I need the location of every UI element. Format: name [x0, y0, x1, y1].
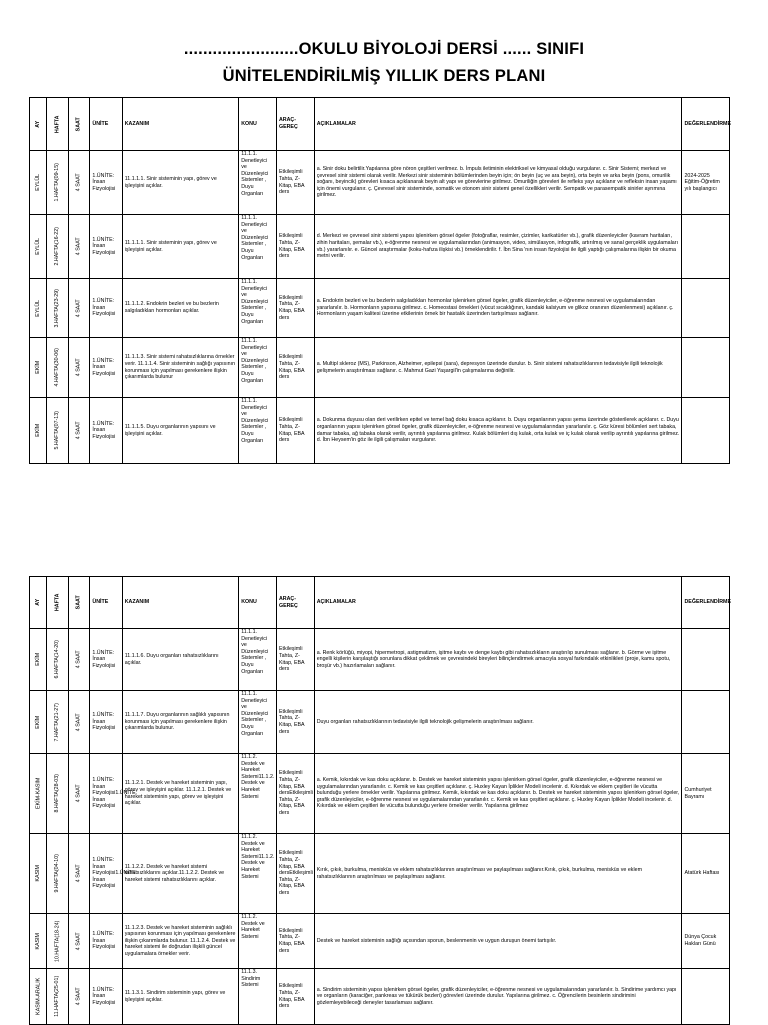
- evaluation-cell: [682, 215, 730, 279]
- week-cell: 5.HAFTA(07-13): [47, 398, 69, 464]
- month-cell: EYLÜL: [30, 151, 47, 215]
- header-unite: ÜNİTE: [90, 577, 122, 629]
- table-row: [30, 629, 730, 691]
- evaluation-cell: [682, 338, 730, 398]
- outcome-cell: 11.1.2.3. Destek ve hareket sisteminin sağlıklı yapısının korunması için yapılması gerekenlere ilişkin çıkarımlarda bulunur. 11.1.2.4. Destek ve hareket sistemi ile doğrudan ilişkili güncel uygulamalara örnekler verir.: [122, 914, 238, 969]
- tools-cell: Etkileşimli Tahta, Z-Kitap, EBA ders: [276, 629, 314, 691]
- evaluation-cell: [682, 279, 730, 338]
- description-cell: a. Multipl skleroz (MS), Parkinson, Alzheimer, epilepsi (sara), depresyon üzerinde durulur. b. Sinir sistemi rahatsızlıklarının tedavisiyle ilgili teknolojik gelişmelerin araştırılması sağlanır. c. Mahmut Gazi Yaşargil'in çalışmalarına değinilir.: [314, 338, 682, 398]
- evaluation-cell: Cumhuriyet Bayramı: [682, 754, 730, 834]
- tools-cell: Etkileşimli Tahta, Z-Kitap, EBA dersEtkileşimli Tahta, Z-Kitap, EBA ders: [276, 834, 314, 914]
- hours-cell: 4 SAAT: [68, 151, 90, 215]
- plan-table-page-2: [29, 576, 730, 1025]
- hours-cell: 4 SAAT: [68, 629, 90, 691]
- header-kazanim: KAZANIM: [122, 577, 238, 629]
- unit-cell: 1.ÜNİTE: İnsan Fizyolojisi1.ÜNİTE: İnsan Fizyolojisi: [90, 754, 122, 834]
- table-row: [30, 151, 730, 215]
- tools-cell: Etkileşimli Tahta, Z-Kitap, EBA ders: [276, 151, 314, 215]
- unit-cell: 1.ÜNİTE: İnsan Fizyolojisi: [90, 691, 122, 754]
- week-cell: 7.HAFTA(21-27): [47, 691, 69, 754]
- topic-cell: 11.1.1. Denetleyici ve Düzenleyici Sistemler , Duyu Organları: [239, 338, 277, 398]
- unit-cell: 1.ÜNİTE: İnsan Fizyolojisi: [90, 969, 122, 1025]
- unit-cell: 1.ÜNİTE: İnsan Fizyolojisi: [90, 338, 122, 398]
- outcome-cell: 11.1.1.3. Sinir sistemi rahatsızlıklarına örnekler verir. 11.1.1.4. Sinir sisteminin sağlığı yapısının korunması için yapılması gerekenlere ilişkin çıkarımlarda bulunur: [122, 338, 238, 398]
- hours-cell: 4 SAAT: [68, 754, 90, 834]
- evaluation-cell: [682, 629, 730, 691]
- description-cell: Destek ve hareket sisteminin sağlığı açısından sporun, beslenmenin ve uygun duruşun önemi tartışılır.: [314, 914, 682, 969]
- tools-cell: Etkileşimli Tahta, Z-Kitap, EBA ders: [276, 279, 314, 338]
- hours-cell: 4 SAAT: [68, 215, 90, 279]
- outcome-cell: 11.1.1.7. Duyu organlarının sağlıklı yapısının korunması için yapılması gerekenlere ilişkin çıkarımlarda bulunur.: [122, 691, 238, 754]
- header-arac-gerec: ARAÇ-GEREÇ: [276, 98, 314, 151]
- outcome-cell: 11.1.1.2. Endokrin bezleri ve bu bezlerin salgıladıkları hormonları açıklar.: [122, 279, 238, 338]
- table-row: [30, 834, 730, 914]
- month-cell: KASIM: [30, 834, 47, 914]
- topic-cell: 11.1.1. Denetleyici ve Düzenleyici Sistemler , Duyu Organları: [239, 398, 277, 464]
- month-cell: EKİM: [30, 629, 47, 691]
- header-aciklamalar: AÇIKLAMALAR: [314, 98, 682, 151]
- hours-cell: 4 SAAT: [68, 969, 90, 1025]
- month-cell: EKİM: [30, 398, 47, 464]
- header-unite: ÜNİTE: [90, 98, 122, 151]
- tools-cell: Etkileşimli Tahta, Z-Kitap, EBA ders: [276, 398, 314, 464]
- plan-table-page-1: [29, 97, 730, 464]
- hours-cell: 4 SAAT: [68, 398, 90, 464]
- week-cell: 10.HAFTA(18-24): [47, 914, 69, 969]
- evaluation-cell: [682, 691, 730, 754]
- month-cell: EYLÜL: [30, 215, 47, 279]
- week-cell: 2.HAFTA(16-22): [47, 215, 69, 279]
- header-hafta: HAFTA: [47, 577, 69, 629]
- outcome-cell: 11.1.1.5. Duyu organlarının yapısını ve işleyişini açıklar.: [122, 398, 238, 464]
- header-saat: SAAT: [68, 577, 90, 629]
- topic-cell: 11.1.1. Denetleyici ve Düzenleyici Sistemler , Duyu Organları: [239, 279, 277, 338]
- header-konu: KONU: [239, 98, 277, 151]
- outcome-cell: 11.1.2.1. Destek ve hareket sisteminin yapı, görev ve işleyişini açıklar. 11.1.2.1. Destek ve hareket sisteminin yapı, görev ve işleyişini açıklar.: [122, 754, 238, 834]
- hours-cell: 4 SAAT: [68, 338, 90, 398]
- month-cell: EKİM: [30, 691, 47, 754]
- evaluation-cell: [682, 398, 730, 464]
- month-cell: EYLÜL: [30, 279, 47, 338]
- description-cell: a. Endokrin bezleri ve bu bezlerin salgıladıkları hormonlar işlenirken görsel ögeler, grafik düzenleyiciler, e-öğrenme nesnesi ve uygulamalarından yararlanılır. b. Hormonların yapısına girilmez. c. Homeostasi örnekleri (vücut sıcaklığının, kandaki kalsiyum ve glikoz oranının düzenlenmesi) açıklanır. ç. Hormonların yaşam kalitesi üzerine etkilerinin örnek bir hastalık üzerinden tartışılması sağlanır.: [314, 279, 682, 338]
- header-saat: SAAT: [68, 98, 90, 151]
- table-row: [30, 969, 730, 1025]
- week-cell: 4.HAFTA(30-06): [47, 338, 69, 398]
- outcome-cell: 11.1.3.1. Sindirim sisteminin yapı, görev ve işleyişini açıklar.: [122, 969, 238, 1025]
- topic-cell: 11.1.2. Destek ve Hareket Sistemi11.1.2. Destek ve Hareket Sistemi: [239, 834, 277, 914]
- unit-cell: 1.ÜNİTE: İnsan Fizyolojisi: [90, 629, 122, 691]
- description-cell: a. Sindirim sisteminin yapısı işlenirken görsel ögeler, grafik düzenleyiciler, e-öğrenme nesnesi ve uygulamalarından yararlanılır. b. Sindirime yardımcı yapı ve organların (karaciğer, pankreas ve tükürük bezleri) görevleri üzerinde durulur. Yapılarına girilmez. c. Öğrencilerin besinlerin sindirimini gözlemleyebileceği deneyler tasarlaması sağlanır.: [314, 969, 682, 1025]
- unit-cell: 1.ÜNİTE: İnsan Fizyolojisi: [90, 151, 122, 215]
- unit-cell: 1.ÜNİTE: İnsan Fizyolojisi: [90, 215, 122, 279]
- table-row: [30, 691, 730, 754]
- week-cell: 6.HAFTA(14-20): [47, 629, 69, 691]
- header-ay: AY: [30, 98, 47, 151]
- description-cell: Duyu organları rahatsızlıklarının tedavisiyle ilgili teknolojik gelişmelerin araştırılması sağlanır.: [314, 691, 682, 754]
- tools-cell: Etkileşimli Tahta, Z-Kitap, EBA ders: [276, 914, 314, 969]
- table-header-row: [30, 98, 730, 151]
- topic-cell: 11.1.2. Destek ve Hareket Sistemi11.1.2. Destek ve Hareket Sistemi: [239, 754, 277, 834]
- header-degerlendirme: DEĞERLENDİRME: [682, 98, 730, 151]
- week-cell: 9.HAFTA(04-10): [47, 834, 69, 914]
- hours-cell: 4 SAAT: [68, 914, 90, 969]
- table-row: [30, 215, 730, 279]
- table-row: [30, 914, 730, 969]
- topic-cell: 11.1.1. Denetleyici ve Düzenleyici Sistemler , Duyu Organları: [239, 151, 277, 215]
- description-cell: a. Kemik, kıkırdak ve kas doku açıklanır. b. Destek ve hareket sisteminin yapısı işlenirken görsel ögeler, grafik düzenleyiciler, e-öğrenme nesnesi ve uygulamalarından yararlanılır. c. Kemik ve kas çeşitleri açıklanır. ç. Huxley Kayan İplikler Modeli incelenir. d. Kıkırdak ve eklem çeşitleri ile vücutta bulunduğu yerlere örnekler verilir. Yapılarına girilmez. Kemik, kıkırdak ve kas doku açıklanır. b. Destek ve hareket sisteminin yapısı işlenirken görsel ögeler, grafik düzenleyiciler, e-öğrenme nesnesi ve uygulamalarından yararlanılır. c. Kemik ve kas çeşitleri açıklanır. ç. Huxley Kayan İplikler Modeli incelenir. d. Kıkırdak ve eklem çeşitleri ile vücutta bulunduğu yerlere örnekler verilir. Yapılarına girilmez: [314, 754, 682, 834]
- unit-cell: 1.ÜNİTE: İnsan Fizyolojisi: [90, 398, 122, 464]
- tools-cell: Etkileşimli Tahta, Z-Kitap, EBA ders: [276, 691, 314, 754]
- header-kazanim: KAZANIM: [122, 98, 238, 151]
- topic-cell: 11.1.1. Denetleyici ve Düzenleyici Sistemler , Duyu Organları: [239, 629, 277, 691]
- table-row: [30, 754, 730, 834]
- topic-cell: 11.1.3. Sindirim Sistemi: [239, 969, 277, 1025]
- description-cell: a. Renk körlüğü, miyopi, hipermetropi, astigmatizm, işitme kaybı ve denge kaybı gibi rahatsızlıkların araştırılıp sunulması sağlanır. b. Görme ve işitme engelli kişilerin karşılaştığı sorunlara dikkat çekilmek ve çevresindeki bireyleri bilinçlendirmek amacıyla sosyal farkındalık etkinlikleri (proje, kamu spotu, broşür vb.) hazırlamaları sağlanır.: [314, 629, 682, 691]
- tools-cell: Etkileşimli Tahta, Z-Kitap, EBA ders: [276, 969, 314, 1025]
- header-aciklamalar: AÇIKLAMALAR: [314, 577, 682, 629]
- month-cell: EKİM-KASIM: [30, 754, 47, 834]
- table-row: [30, 279, 730, 338]
- outcome-cell: 11.1.1.6. Duyu organları rahatsızlıklarını açıklar.: [122, 629, 238, 691]
- header-konu: KONU: [239, 577, 277, 629]
- unit-cell: 1.ÜNİTE: İnsan Fizyolojisi: [90, 914, 122, 969]
- document-subtitle: ÜNİTELENDİRİLMİŞ YILLIK DERS PLANI: [222, 67, 546, 85]
- document-title: ........................OKULU BİYOLOJİ DERSİ ...... SINIFI: [183, 40, 585, 58]
- hours-cell: 4 SAAT: [68, 691, 90, 754]
- description-cell: a. Sinir doku belirtilir.Yapılarına göre nöron çeşitleri verilmez. b. İmpuls iletiminin elektriksel ve kimyasal olduğu vurgulanır. c. Sinir Sistemi; merkezi ve çevresel sinir sistemi olarak verilir. Merkezi sinir sisteminin bölümlerinden beyin için; ön beyin (uç ve ara beyin), orta beyin ve arka beyin (pons, omurilik soğanı, beyincik) görevleri kısaca açıklanarak beyin alt yapı ve görevlerine girilmez. Omuriliğin görevleri ile refleks yayı açıklanır ve refleksin insan yaşamı için önemi vurgulanır. ç. Çevresel sinir sisteminde, somatik ve otonom sinir sistemi genel özellikleri verilir. Sempatik ve parasempatik sinirler ayrımına girilmez.: [314, 151, 682, 215]
- table-row: [30, 338, 730, 398]
- week-cell: 3.HAFTA(23-29): [47, 279, 69, 338]
- week-cell: 8.HAFTA(28-03): [47, 754, 69, 834]
- description-cell: Kırık, çıkık, burkulma, menisküs ve eklem rahatsızlıklarının araştırılması ve paylaşılması sağlanır.Kırık, çıkık, burkulma, menisküs ve eklem rahatsızlıklarının araştırılması ve paylaşılması sağlanır.: [314, 834, 682, 914]
- unit-cell: 1.ÜNİTE: İnsan Fizyolojisi: [90, 279, 122, 338]
- header-ay: AY: [30, 577, 47, 629]
- description-cell: a. Dokunma duyusu olan deri verilirken epitel ve temel bağ doku kısaca açıklanır. b. Duyu organlarının yapısı şema üzerinde gösterilerek açıklanır. c. Duyu organlarının yapısı işlenirken görsel ögeler, grafik düzenleyiciler, e-öğrenme nesnesi ve uygulamalarından yararlanılır. ç. Göz küresi bölümleri sert tabaka, damar tabaka, ağ tabaka olarak verilir, ayrıntılı yapılarına girilmez. Kulak bölümleri dış kulak, orta kulak ve iç kulak olarak verilip ayrıntılı yapılarına girilmez. d. İbn Heysem'in göz ile ilgili çalışmaları vurgulanır.: [314, 398, 682, 464]
- hours-cell: 4 SAAT: [68, 834, 90, 914]
- month-cell: EKİM: [30, 338, 47, 398]
- evaluation-cell: Atatürk Haftası: [682, 834, 730, 914]
- outcome-cell: 11.1.2.2. Destek ve hareket sistemi rahatsızlıklarını açıklar.11.1.2.2. Destek ve hareket sistemi rahatsızlıklarını açıklar.: [122, 834, 238, 914]
- tools-cell: Etkileşimli Tahta, Z-Kitap, EBA ders: [276, 215, 314, 279]
- month-cell: KASIM: [30, 914, 47, 969]
- header-degerlendirme: DEĞERLENDİRME: [682, 577, 730, 629]
- description-cell: d. Merkezi ve çevresel sinir sistemi yapısı işlenirken görsel ögeler (fotoğraflar, resimler, çizimler, karikatürler vb.), grafik düzenleyiciler (kavram haritaları, zihin haritaları, şemalar vb.), e-öğrenme nesnesi ve uygulamalarından (animasyon, video, simülasyon, infografik, artırılmış ve sanal gerçeklik uygulamaları vb.) yararlanılır. e. Güncel araştırmalar (koku-hafıza ilişkisi vb.) örneklendirilir. f. İbn Sina 'nın insan fizyolojisi ile ilgili yaptığı çalışmalarına ilişkin bir okuma metni verilir.: [314, 215, 682, 279]
- tools-cell: Etkileşimli Tahta, Z-Kitap, EBA dersEtkileşimli Tahta, Z-Kitap, EBA ders: [276, 754, 314, 834]
- evaluation-cell: Dünya Çocuk Hakları Günü: [682, 914, 730, 969]
- evaluation-cell: 2024-2025 Eğitim-Öğretim yılı başlangıcı: [682, 151, 730, 215]
- unit-cell: 1.ÜNİTE: İnsan Fizyolojisi1.ÜNİTE: İnsan Fizyolojisi: [90, 834, 122, 914]
- table-header-row: [30, 577, 730, 629]
- month-cell: KASIM-ARALIK: [30, 969, 47, 1025]
- tools-cell: Etkileşimli Tahta, Z-Kitap, EBA ders: [276, 338, 314, 398]
- table-row: [30, 398, 730, 464]
- topic-cell: 11.1.1. Denetleyici ve Düzenleyici Sistemler , Duyu Organları: [239, 691, 277, 754]
- week-cell: 11.HAFTA(25-01): [47, 969, 69, 1025]
- topic-cell: 11.1.1. Denetleyici ve Düzenleyici Sistemler , Duyu Organları: [239, 215, 277, 279]
- header-hafta: HAFTA: [47, 98, 69, 151]
- hours-cell: 4 SAAT: [68, 279, 90, 338]
- outcome-cell: 11.1.1.1. Sinir sisteminin yapı, görev ve işleyişini açıklar.: [122, 215, 238, 279]
- topic-cell: 11.1.2. Destek ve Hareket Sistemi: [239, 914, 277, 969]
- outcome-cell: 11.1.1.1. Sinir sisteminin yapı, görev ve işleyişini açıklar.: [122, 151, 238, 215]
- week-cell: 1.HAFTA(09-15): [47, 151, 69, 215]
- header-arac-gerec: ARAÇ-GEREÇ: [276, 577, 314, 629]
- evaluation-cell: [682, 969, 730, 1025]
